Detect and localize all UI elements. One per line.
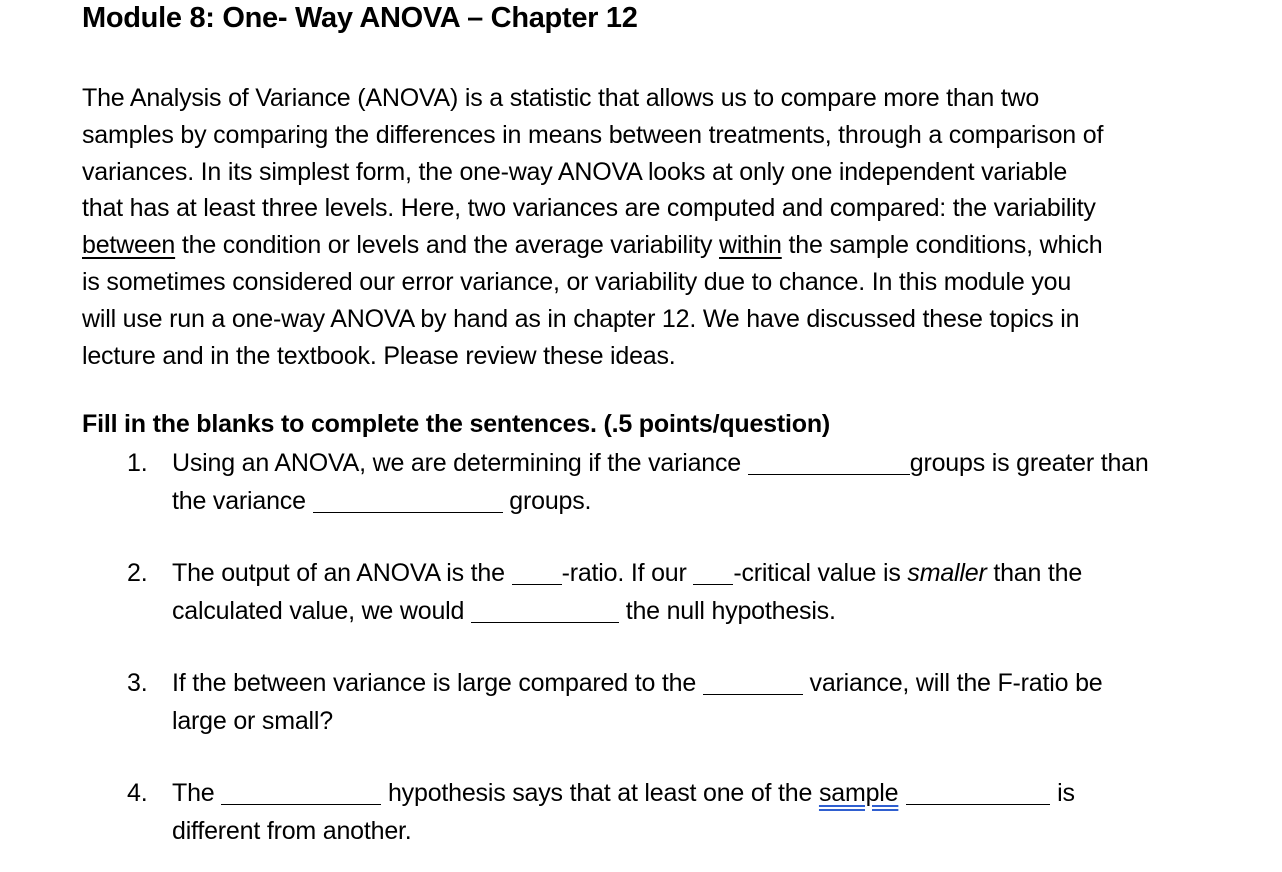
question-line: [172, 593, 1082, 631]
section-heading: Fill in the blanks to complete the sentences. (.5 points/question): [82, 410, 831, 438]
question-body: [172, 445, 1149, 520]
intro-line-7: will use run a one-way ANOVA by hand as in chapter 12. We have discussed these topics in: [82, 304, 1080, 333]
blank-field[interactable]: [693, 558, 733, 585]
intro-line-3: variances. In its simplest form, the one-way ANOVA looks at only one independent variable: [82, 157, 1068, 186]
question-line: [172, 555, 1082, 593]
question-text: The output of an ANOVA is the: [172, 559, 512, 587]
question-text: than the: [986, 559, 1083, 587]
intro-line-6: is sometimes considered our error variance, or variability due to chance. In this module you: [82, 267, 1072, 296]
question-text: If the between variance is large compared to the: [172, 669, 703, 697]
question-text: large or small?: [172, 706, 333, 735]
intro-paragraph: [82, 80, 1262, 374]
emphasis-smaller: smaller: [907, 559, 987, 587]
question-number: 2.: [127, 559, 148, 587]
question-text: groups.: [502, 486, 592, 515]
question-body: [172, 555, 1082, 630]
question-text: -critical value is: [733, 559, 908, 587]
intro-line-4: that has at least three levels. Here, two variances are computed and compared: the variability: [82, 194, 1096, 223]
question-line: [172, 445, 1149, 483]
question-text: groups is greater than: [909, 449, 1149, 477]
question-line: [172, 813, 1075, 851]
question-number: 3.: [127, 669, 148, 697]
blank-field[interactable]: [748, 448, 910, 475]
blank-field[interactable]: [471, 596, 619, 623]
underlined-between: between: [82, 231, 176, 260]
question-text: the null hypothesis.: [618, 596, 836, 625]
intro-line-1: The Analysis of Variance (ANOVA) is a statistic that allows us to compare more than two: [82, 84, 1040, 112]
question-text: the variance: [172, 486, 313, 515]
question-text: -ratio. If our: [561, 559, 694, 587]
question-line: [172, 703, 1102, 741]
question-text: Using an ANOVA, we are determining if the variance: [172, 449, 748, 477]
intro-line-2: samples by comparing the differences in means between treatments, through a comparison of: [82, 120, 1104, 149]
question-text: calculated value, we would: [172, 596, 471, 625]
blank-field[interactable]: [221, 778, 381, 805]
question-text: hypothesis says that at least one of the: [381, 779, 819, 807]
intro-line-5-mid: the condition or levels and the average variability: [175, 231, 720, 260]
question-text: The: [172, 779, 222, 807]
question-text: variance, will the F-ratio be: [802, 669, 1103, 697]
question-text: is: [1050, 779, 1075, 807]
blank-field[interactable]: [906, 778, 1050, 805]
blank-field[interactable]: [512, 558, 562, 585]
question-line: [172, 483, 1149, 521]
question-number: 4.: [127, 779, 148, 807]
question-line: [172, 665, 1102, 703]
blank-field[interactable]: [703, 668, 803, 695]
spellcheck-word-sample: sample: [818, 779, 899, 807]
page-title: Module 8: One- Way ANOVA – Chapter 12: [82, 2, 638, 34]
blank-field[interactable]: [313, 486, 503, 513]
question-text: different from another.: [172, 816, 412, 845]
question-number: 1.: [127, 449, 148, 477]
intro-line-5: [82, 227, 1262, 264]
underlined-within: within: [719, 231, 782, 260]
question-line: [172, 775, 1075, 813]
question-body: [172, 665, 1102, 740]
question-body: [172, 775, 1075, 850]
intro-line-8: lecture and in the textbook. Please review these ideas.: [82, 341, 676, 370]
intro-line-5-end: the sample conditions, which: [781, 231, 1103, 260]
